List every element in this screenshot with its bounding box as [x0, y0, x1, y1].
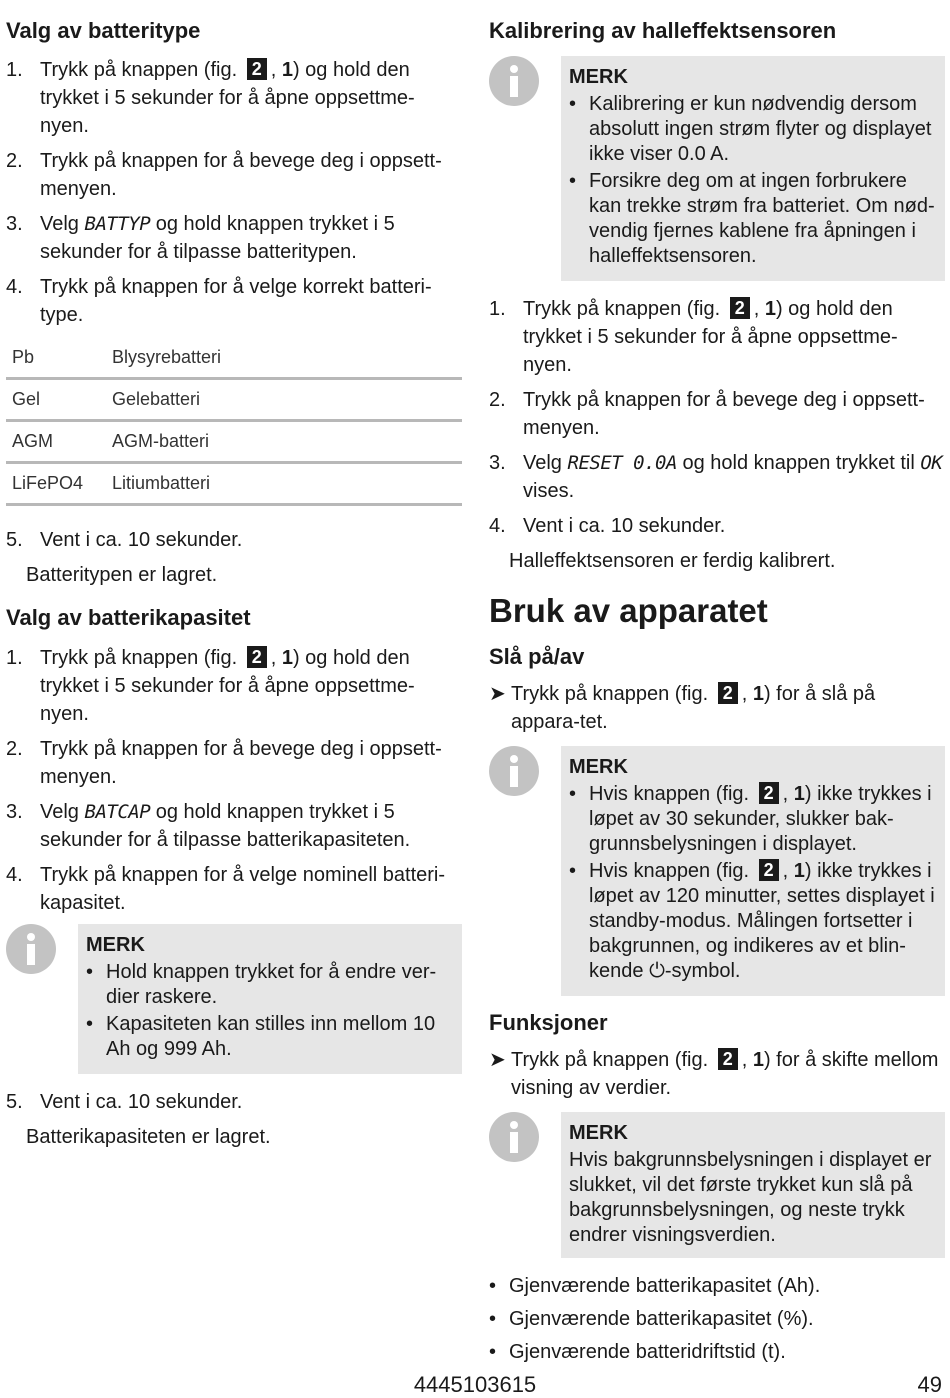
figure-reference-badge: 2	[759, 859, 779, 881]
action-text-part: ) for å slå på appara-tet.	[511, 683, 876, 734]
separator: ,	[741, 1049, 748, 1072]
list-item	[6, 1088, 462, 1116]
display-code: BATCAP	[84, 800, 151, 823]
list-item	[489, 1338, 945, 1366]
list-item	[569, 782, 937, 857]
arrow-icon: ➤	[489, 683, 506, 706]
step-text: Trykk på knappen for å velge nominell batteri-kapasitet.	[40, 863, 446, 914]
step-number: 1.	[6, 646, 23, 669]
note-text	[589, 859, 937, 984]
note-text: Hvis bakgrunnsbelysningen i displayet er slukket, vil det første trykket kun slå på bakgrunnsbelysningen, og neste trykk endrer visningsverdien.	[569, 1149, 932, 1247]
step-result: Halleffektsensoren er ferdig kalibrert.	[509, 550, 836, 573]
step-text-part: Trykk på knappen (fig.	[40, 59, 238, 82]
note-heading: MERK	[86, 933, 145, 956]
battery-type-steps	[6, 56, 462, 329]
table-cell-code: LiFePO4	[6, 463, 106, 505]
step-number: 2.	[6, 150, 23, 173]
section-heading-on-off: Slå på/av	[489, 643, 585, 669]
table-row	[6, 379, 462, 421]
step-number: 2.	[6, 737, 23, 760]
info-icon	[6, 924, 56, 974]
table-cell-name: AGM-batteri	[106, 421, 462, 463]
step-number: 4.	[6, 276, 23, 299]
step-text-part: Velg	[40, 213, 79, 236]
step-number: 3.	[489, 452, 506, 475]
info-icon	[489, 56, 539, 106]
section-heading-functions: Funksjoner	[489, 1010, 608, 1036]
right-column	[489, 18, 945, 1371]
display-code: BATTYP	[84, 213, 151, 236]
action-text-part: ) for å skifte mellom visning av verdier.	[511, 1049, 939, 1100]
list-item	[489, 1272, 945, 1300]
note-box	[489, 746, 945, 996]
step-result: Batterikapasiteten er lagret.	[26, 1125, 271, 1148]
chapter-heading-usage: Bruk av apparatet	[489, 592, 768, 630]
figure-reference-badge: 2	[730, 297, 750, 319]
list-item	[569, 92, 937, 167]
part-reference: 1	[752, 1049, 764, 1072]
part-reference: 1	[281, 646, 293, 669]
step-text-part: og hold knappen trykket til	[682, 452, 915, 475]
note-heading: MERK	[569, 66, 628, 89]
table-cell-code: AGM	[6, 421, 106, 463]
step-number: 3.	[6, 213, 23, 236]
bullet: •	[489, 1341, 497, 1364]
list-item	[569, 169, 937, 269]
figure-reference-badge: 2	[247, 646, 267, 668]
step-text: Vent i ca. 10 sekunder.	[40, 1090, 243, 1113]
separator: ,	[741, 683, 748, 706]
note-text-part: -symbol.	[664, 960, 741, 983]
figure-reference-badge: 2	[247, 58, 267, 80]
step-number: 5.	[6, 1090, 23, 1113]
step-text-part: Velg	[40, 800, 79, 823]
step-number: 4.	[489, 515, 506, 538]
separator: ,	[270, 646, 277, 669]
left-column	[6, 18, 462, 1167]
figure-reference-badge: 2	[759, 782, 779, 804]
separator: ,	[782, 860, 789, 883]
list-item	[86, 1012, 454, 1062]
note-text: Kapasiteten kan stilles inn mellom 10 Ah og 999 Ah.	[106, 1012, 436, 1060]
separator: ,	[753, 298, 760, 321]
action-text	[511, 1046, 945, 1102]
bullet: •	[86, 960, 94, 983]
bullet: •	[86, 1012, 94, 1035]
note-text: Forsikre deg om at ingen forbrukere kan trekke strøm fra batteriet. Om nød-vendig fjernes kablene fra åpningen i halleffektsensoren.	[589, 170, 935, 268]
part-reference: 1	[793, 860, 805, 883]
step-text-part: Trykk på knappen (fig.	[40, 646, 238, 669]
display-code: RESET 0.0A	[567, 452, 677, 475]
note-heading: MERK	[569, 1122, 628, 1145]
list-item	[6, 735, 462, 791]
note-text-part: ) ikke trykkes i løpet av 30 sekunder, slukker bak-grunnsbelysningen i displayet.	[589, 783, 932, 856]
step-text: Trykk på knappen for å bevege deg i oppsett-menyen.	[523, 389, 925, 440]
table-cell-name: Litiumbatteri	[106, 463, 462, 505]
step-text-part: og hold knappen trykket i 5 sekunder for å tilpasse batterikapasiteten.	[40, 800, 411, 851]
bullet: •	[569, 860, 577, 883]
part-reference: 1	[764, 298, 776, 321]
power-icon: ⏻	[649, 960, 665, 983]
step-text-part: Trykk på knappen (fig.	[523, 298, 721, 321]
note-text-part: ) ikke trykkes i løpet av 120 minutter, settes displayet i standby-modus. Målingen fortsetter i bakgrunnen, og indikeres av et blin-kende	[589, 860, 935, 983]
step-text: Trykk på knappen for å velge korrekt batteri-type.	[40, 276, 432, 327]
table-row	[6, 463, 462, 505]
table-cell-code: Gel	[6, 379, 106, 421]
step-text: Vent i ca. 10 sekunder.	[523, 515, 726, 538]
action-item	[489, 1046, 945, 1102]
list-item	[6, 273, 462, 329]
action-text-part: Trykk på knappen (fig.	[511, 683, 709, 706]
table-cell-name: Blysyrebatteri	[106, 339, 462, 379]
step-text-part: ) og hold den trykket i 5 sekunder for å åpne oppsettme-nyen.	[523, 298, 898, 377]
display-code-ok: OK	[920, 452, 943, 475]
bullet: •	[569, 93, 577, 116]
step-number: 3.	[6, 800, 23, 823]
step-text: Trykk på knappen for å bevege deg i oppsett-menyen.	[40, 150, 442, 201]
list-text: Gjenværende batteridriftstid (t).	[509, 1341, 786, 1364]
list-item	[489, 386, 945, 442]
step-text	[40, 644, 462, 728]
info-icon	[489, 746, 539, 796]
figure-reference-badge: 2	[718, 1048, 738, 1070]
list-item	[86, 960, 454, 1010]
list-item	[489, 1305, 945, 1333]
bullet: •	[569, 170, 577, 193]
step-result: Batteritypen er lagret.	[26, 564, 218, 587]
step-text: Vent i ca. 10 sekunder.	[40, 529, 243, 552]
list-item	[6, 798, 462, 854]
figure-reference-badge: 2	[718, 682, 738, 704]
note-heading: MERK	[569, 756, 628, 779]
action-item	[489, 680, 945, 736]
list-item	[6, 861, 462, 917]
list-item	[489, 512, 945, 540]
page-number: 49	[917, 1372, 942, 1397]
battery-type-steps-cont	[6, 526, 462, 554]
functions-list	[489, 1272, 945, 1366]
note-text: Hold knappen trykket for å endre ver-dier raskere.	[106, 960, 437, 1008]
step-text	[523, 295, 945, 379]
battery-capacity-steps	[6, 644, 462, 917]
step-text-part: og hold knappen trykket i 5 sekunder for å tilpasse batteritypen.	[40, 213, 395, 264]
note-box	[6, 924, 462, 1074]
note-box	[489, 56, 945, 281]
action-text-part: Trykk på knappen (fig.	[511, 1049, 709, 1072]
part-reference: 1	[281, 59, 293, 82]
info-icon	[489, 1112, 539, 1162]
battery-capacity-steps-cont	[6, 1088, 462, 1116]
section-heading-battery-type: Valg av batteritype	[6, 18, 201, 43]
battery-type-table	[6, 339, 462, 506]
list-item	[6, 56, 462, 140]
step-text: Trykk på knappen for å bevege deg i oppsett-menyen.	[40, 737, 442, 788]
part-reference: 1	[793, 783, 805, 806]
list-item	[569, 859, 937, 984]
bullet: •	[489, 1275, 497, 1298]
note-text-part: Hvis knappen (fig.	[589, 783, 750, 806]
step-text-part: Velg	[523, 452, 562, 475]
step-number: 4.	[6, 863, 23, 886]
step-text-part: ) og hold den trykket i 5 sekunder for å åpne oppsettme-nyen.	[40, 59, 415, 138]
separator: ,	[270, 59, 277, 82]
step-text-part: ) og hold den trykket i 5 sekunder for å åpne oppsettme-nyen.	[40, 646, 415, 725]
list-item	[489, 295, 945, 379]
list-item	[6, 147, 462, 203]
list-item	[6, 526, 462, 554]
calibration-steps	[489, 295, 945, 540]
list-text: Gjenværende batterikapasitet (%).	[509, 1308, 814, 1331]
table-row	[6, 421, 462, 463]
list-item	[489, 449, 945, 505]
table-cell-code: Pb	[6, 339, 106, 379]
step-number: 1.	[489, 298, 506, 321]
step-number: 2.	[489, 389, 506, 412]
action-text	[511, 680, 945, 736]
section-heading-calibration: Kalibrering av halleffektsensoren	[489, 18, 837, 43]
note-text	[589, 782, 937, 857]
step-text-part: vises.	[523, 480, 575, 503]
arrow-icon: ➤	[489, 1049, 506, 1072]
step-text	[523, 449, 945, 505]
list-item	[6, 210, 462, 266]
step-text	[40, 210, 462, 266]
step-text	[40, 56, 462, 140]
step-number: 5.	[6, 529, 23, 552]
note-box	[489, 1112, 945, 1258]
table-row	[6, 339, 462, 379]
separator: ,	[782, 783, 789, 806]
document-number: 4445103615	[413, 1372, 537, 1397]
section-heading-battery-capacity: Valg av batterikapasitet	[6, 605, 251, 631]
part-reference: 1	[752, 683, 764, 706]
list-text: Gjenværende batterikapasitet (Ah).	[509, 1275, 821, 1298]
table-cell-name: Gelebatteri	[106, 379, 462, 421]
note-text: Kalibrering er kun nødvendig dersom absolutt ingen strøm flyter og displayet ikke viser 0.0 A.	[589, 93, 932, 166]
bullet: •	[489, 1308, 497, 1331]
note-text-part: Hvis knappen (fig.	[589, 860, 750, 883]
step-number: 1.	[6, 59, 23, 82]
list-item	[6, 644, 462, 728]
bullet: •	[569, 783, 577, 806]
step-text	[40, 798, 462, 854]
